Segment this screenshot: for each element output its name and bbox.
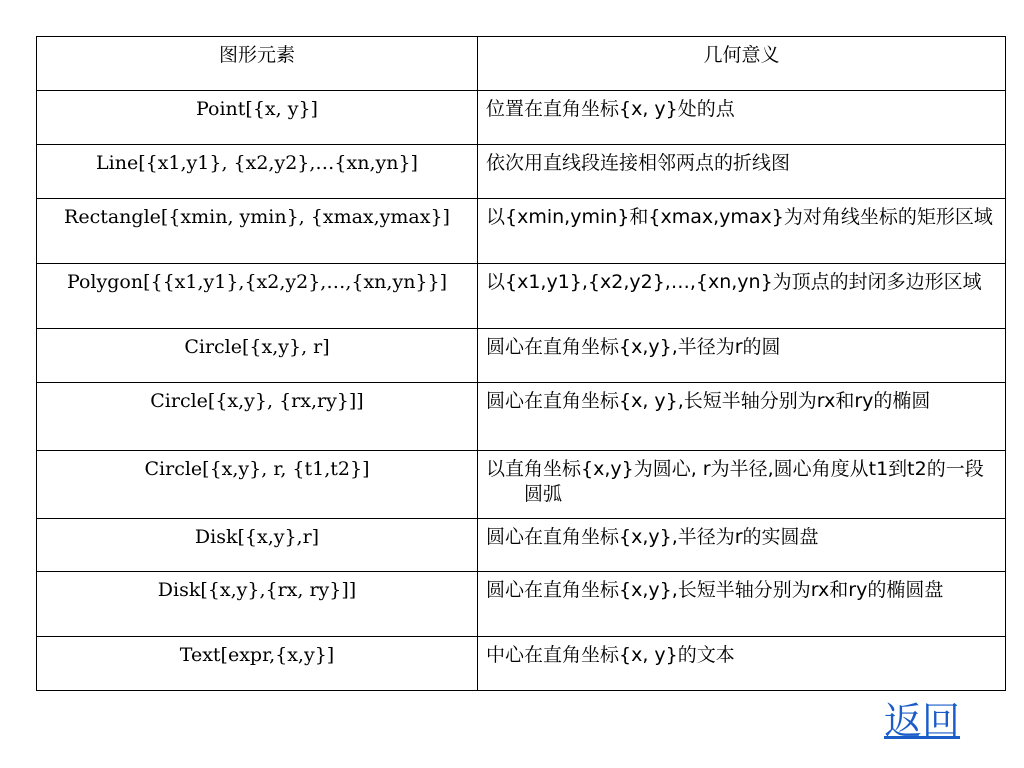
header-element: 图形元素: [37, 37, 478, 91]
element-cell: Rectangle[{xmin, ymin}, {xmax,ymax}]: [37, 199, 478, 264]
graphics-elements-table: [36, 36, 1006, 691]
table-row: [37, 199, 1006, 264]
meaning-text: 以{x1,y1},{x2,y2},…,{xn,yn}为顶点的封闭多边形区域: [486, 271, 982, 293]
meaning-cell: [478, 91, 1006, 145]
meaning-cell: [478, 572, 1006, 637]
table-row: [37, 572, 1006, 637]
element-cell: Polygon[{{x1,y1},{x2,y2},…,{xn,yn}}]: [37, 264, 478, 329]
table-row: [37, 451, 1006, 519]
meaning-cell: [478, 264, 1006, 329]
element-cell: Point[{x, y}]: [37, 91, 478, 145]
table-header-row: [37, 37, 1006, 91]
back-link[interactable]: 返回: [884, 699, 961, 743]
table-row: [37, 264, 1006, 329]
meaning-text: 以{xmin,ymin}和{xmax,ymax}为对角线坐标的矩形区域: [486, 206, 993, 228]
meaning-text: 圆心在直角坐标{x,y},半径为r的圆: [486, 336, 781, 358]
element-cell: Disk[{x,y},{rx, ry}]]: [37, 572, 478, 637]
meaning-cell: [478, 145, 1006, 199]
meaning-text: 圆心在直角坐标{x,y},半径为r的实圆盘: [486, 526, 819, 548]
element-cell: Circle[{x,y}, r]: [37, 329, 478, 383]
meaning-cell: [478, 519, 1006, 572]
element-cell: Circle[{x,y}, {rx,ry}]]: [37, 383, 478, 451]
table-row: [37, 519, 1006, 572]
meaning-text: 圆心在直角坐标{x,y},长短半轴分别为rx和ry的椭圆盘: [486, 579, 944, 601]
meaning-text: 以直角坐标{x,y}为圆心, r为半径,圆心角度从t1到t2的一段圆弧: [486, 458, 984, 505]
meaning-cell: [478, 451, 1006, 519]
table-row: [37, 637, 1006, 691]
meaning-text: 中心在直角坐标{x, y}的文本: [486, 644, 735, 666]
table-row: [37, 91, 1006, 145]
element-cell: Line[{x1,y1}, {x2,y2},…{xn,yn}]: [37, 145, 478, 199]
meaning-text: 位置在直角坐标{x, y}处的点: [486, 98, 735, 120]
meaning-cell: [478, 329, 1006, 383]
meaning-cell: [478, 383, 1006, 451]
table-row: [37, 329, 1006, 383]
meaning-cell: [478, 637, 1006, 691]
meaning-text: 圆心在直角坐标{x, y},长短半轴分别为rx和ry的椭圆: [486, 390, 931, 412]
table-row: [37, 145, 1006, 199]
element-cell: Disk[{x,y},r]: [37, 519, 478, 572]
meaning-text: 依次用直线段连接相邻两点的折线图: [486, 152, 791, 174]
table-row: [37, 383, 1006, 451]
header-meaning: 几何意义: [478, 37, 1006, 91]
element-cell: Text[expr,{x,y}]: [37, 637, 478, 691]
meaning-cell: [478, 199, 1006, 264]
element-cell: Circle[{x,y}, r, {t1,t2}]: [37, 451, 478, 519]
